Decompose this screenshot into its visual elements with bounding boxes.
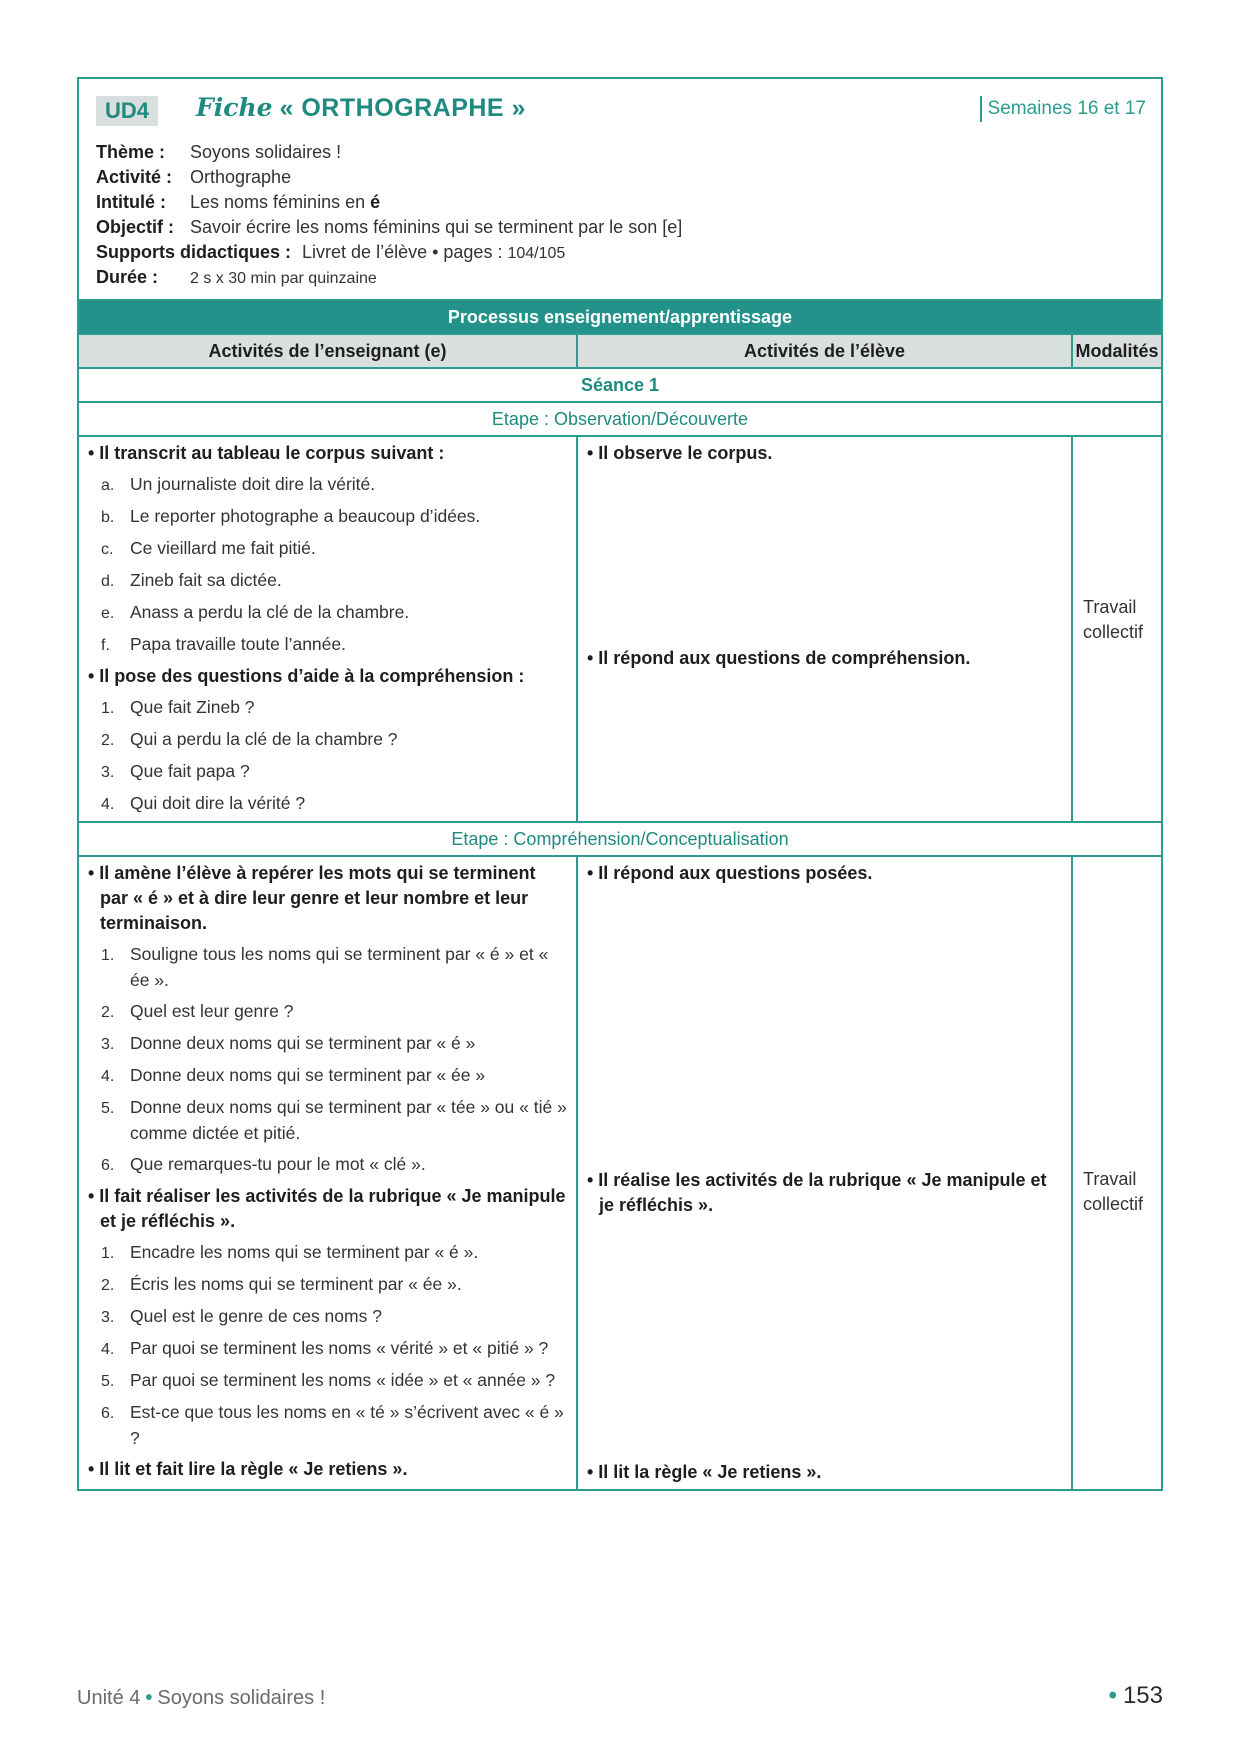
title-main: « ORTHOGRAPHE » — [279, 94, 526, 122]
footer-theme: Soyons solidaires ! — [157, 1687, 326, 1709]
etape2-student-text1: • Il répond aux questions posées. — [587, 863, 873, 883]
etape1-modalite-line2: collectif — [1083, 622, 1144, 642]
sheet-header — [79, 79, 1161, 301]
intitule-label: Intitulé : — [96, 192, 166, 212]
list-item: f. Papa travaille toute l’année. — [101, 634, 346, 654]
etape2-modalite-line1: Travail — [1083, 1169, 1137, 1189]
etape2-modalite-line2: collectif — [1083, 1194, 1144, 1214]
theme-row — [96, 140, 682, 165]
title-word: Fiche — [196, 93, 273, 122]
list-item: a. Un journaliste doit dire la vérité. — [101, 474, 376, 494]
etape1-title: Etape : Observation/Découverte — [79, 402, 1161, 436]
supports-label: Supports didactiques : — [96, 242, 292, 262]
list-item: 4. Donne deux noms qui se terminent par « ée » — [101, 1065, 486, 1085]
list-item: 3. Donne deux noms qui se terminent par « é » — [101, 1033, 476, 1053]
etape1-teacher-cell — [79, 436, 577, 822]
etape2-title: Etape : Compréhension/Conceptualisation — [79, 822, 1161, 856]
weeks-label: Semaines 16 et 17 — [980, 96, 1146, 122]
etape1-student-text1: • Il observe le corpus. — [587, 443, 773, 463]
list-item: 4. Par quoi se terminent les noms « vérité » et « pitié » ? — [101, 1338, 549, 1358]
footer-unit-label: Unité 4 — [77, 1687, 141, 1709]
etape1-student-cell — [577, 436, 1072, 822]
seance-title: Séance 1 — [79, 368, 1161, 402]
list-item: d. Zineb fait sa dictée. — [101, 570, 282, 590]
etape1-teacher-head2: • Il pose des questions d’aide à la compréhension : — [88, 666, 525, 686]
supports-pages: 104/105 — [507, 245, 566, 262]
duration-row — [96, 265, 682, 290]
list-item: 3. Quel est le genre de ces noms ? — [101, 1306, 382, 1326]
page-number-area: • 153 — [1108, 1682, 1163, 1709]
list-item: 3. Que fait papa ? — [101, 761, 250, 781]
list-item: 5. Par quoi se terminent les noms « idée » et « année » ? — [101, 1370, 556, 1390]
intitule-bold: é — [370, 192, 381, 212]
etape2-teacher-cell — [79, 856, 577, 1489]
activity-label: Activité : — [96, 167, 173, 187]
list-item: 6. Est-ce que tous les noms en « té » s’écrivent avec « é » ? — [101, 1402, 564, 1448]
duration-value: 2 s x 30 min par quinzaine — [190, 270, 377, 287]
col-header-student: Activités de l’élève — [577, 334, 1072, 368]
theme-value: Soyons solidaires ! — [190, 142, 342, 162]
list-item: 1. Encadre les noms qui se terminent par « é ». — [101, 1242, 479, 1262]
process-table — [79, 301, 1161, 1489]
etape2-teacher-head2: • Il fait réaliser les activités de la rubrique « Je manipule et je réfléchis ». — [88, 1186, 566, 1231]
footer-unit: Unité 4 • Soyons solidaires ! — [77, 1687, 326, 1709]
etape2-student-text3: • Il lit la règle « Je retiens ». — [587, 1462, 822, 1482]
etape1-modalities-cell — [1072, 436, 1161, 822]
list-item: c. Ce vieillard me fait pitié. — [101, 538, 316, 558]
objective-label: Objectif : — [96, 217, 175, 237]
etape1-content-row — [79, 436, 1161, 822]
list-item: 2. Écris les noms qui se terminent par « ée ». — [101, 1274, 462, 1294]
etape1-modalite-line1: Travail — [1083, 597, 1137, 617]
lesson-sheet — [77, 77, 1163, 1491]
list-item: 1. Que fait Zineb ? — [101, 697, 255, 717]
supports-value: Livret de l’élève • pages : — [302, 242, 503, 262]
etape2-teacher-head3: • Il lit et fait lire la règle « Je retiens ». — [88, 1459, 408, 1479]
intitule-value: Les noms féminins en — [190, 192, 366, 212]
etape2-modalities-cell — [1072, 856, 1161, 1489]
supports-row — [96, 240, 682, 265]
lesson-info — [96, 140, 682, 290]
list-item: 2. Quel est leur genre ? — [101, 1001, 294, 1021]
etape1-teacher-head1: • Il transcrit au tableau le corpus suivant : — [88, 443, 445, 463]
etape2-content-row — [79, 856, 1161, 1489]
title-row — [96, 190, 682, 215]
page-number: 153 — [1122, 1682, 1163, 1709]
activity-value: Orthographe — [190, 167, 292, 187]
list-item: 6. Que remarques-tu pour le mot « clé ». — [101, 1154, 426, 1174]
list-item: e. Anass a perdu la clé de la chambre. — [101, 602, 410, 622]
list-item: b. Le reporter photographe a beaucoup d’idées. — [101, 506, 481, 526]
col-header-teacher: Activités de l’enseignant (e) — [79, 334, 577, 368]
list-item: 1. Souligne tous les noms qui se terminent par « é » et « ée ». — [101, 944, 549, 990]
col-header-modalities: Modalités — [1072, 334, 1161, 368]
objective-row — [96, 215, 682, 240]
theme-label: Thème : — [96, 142, 166, 162]
list-item: 4. Qui doit dire la vérité ? — [101, 793, 306, 813]
process-title: Processus enseignement/apprentissage — [79, 301, 1161, 334]
etape2-student-cell — [577, 856, 1072, 1489]
etape1-student-text2: • Il répond aux questions de compréhension. — [587, 648, 971, 668]
objective-value: Savoir écrire les noms féminins qui se terminent par le son [e] — [190, 217, 683, 237]
unit-badge: UD4 — [96, 96, 158, 126]
etape2-student-text2: • Il réalise les activités de la rubrique « Je manipule et je réfléchis ». — [587, 1170, 1047, 1215]
list-item: 5. Donne deux noms qui se terminent par « tée » ou « tié » comme dictée et pitié. — [101, 1097, 567, 1143]
list-item: 2. Qui a perdu la clé de la chambre ? — [101, 729, 398, 749]
duration-label: Durée : — [96, 267, 159, 287]
sheet-title — [196, 93, 526, 123]
activity-row — [96, 165, 682, 190]
etape2-teacher-head1: • Il amène l’élève à repérer les mots qui se terminent par « é » et à dire leur genre et leur nombre et leur terminaison. — [88, 863, 536, 933]
